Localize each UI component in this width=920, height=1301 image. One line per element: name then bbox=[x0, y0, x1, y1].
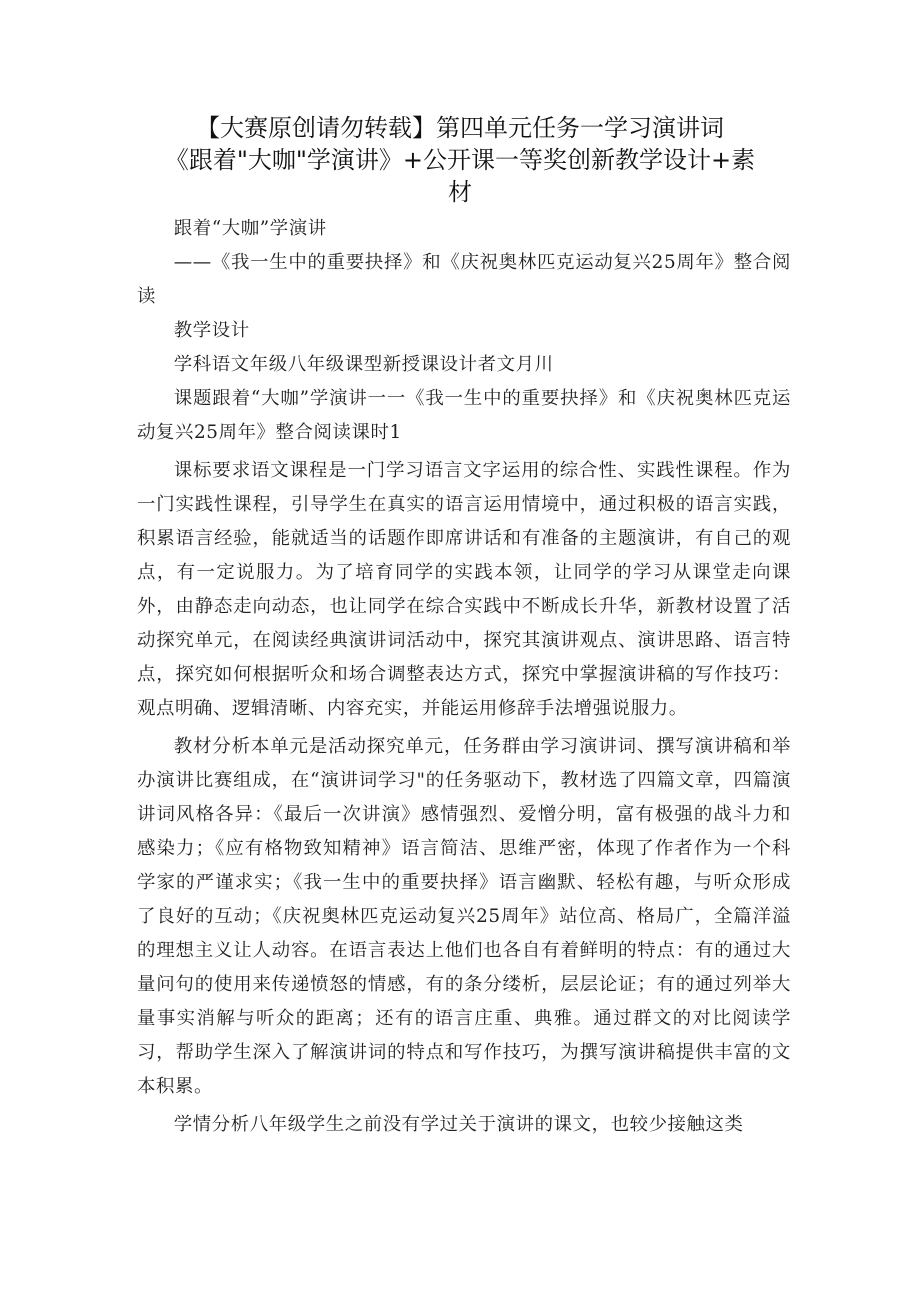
document-body bbox=[137, 212, 791, 1142]
curriculum-requirement-paragraph: 课标要求语文课程是一门学习语言文字运用的综合性、实践性课程。作为一门实践性课程，引导学生在真实的语言运用情境中，通过积极的语言实践，积累语言经验，能就适当的话题作即席讲话和有准备的主题演讲，有自己的观点，有一定说服力。为了培育同学的实践本领，让同学的学习从课堂走向课外，由静态走向动态，也让同学在综合实践中不断成长升华，新教材设置了活动探究单元，在阅读经典演讲词活动中，探究其演讲观点、演讲思路、语言特点，探究如何根据听众和场合调整表达方式，探究中掌握演讲稿的写作技巧：观点明确、逻辑清晰、内容充实，并能运用修辞手法增强说服力。 bbox=[137, 460, 791, 719]
student-analysis-paragraph: 学情分析八年级学生之前没有学过关于演讲的课文，也较少接触这类 bbox=[173, 1114, 744, 1135]
title-line-3: 材 bbox=[448, 178, 472, 206]
document-title bbox=[140, 112, 780, 208]
title-line-1: 【大赛原创请勿转载】第四单元任务一学习演讲词 bbox=[196, 114, 724, 142]
section-heading: 教学设计 bbox=[173, 320, 250, 341]
subtitle-paragraph: 跟着“大咖”学演讲 bbox=[173, 218, 327, 239]
reading-paragraph: ——《我一生中的重要抉择》和《庆祝奥林匹克运动复兴25周年》整合阅读 bbox=[137, 252, 791, 307]
lesson-topic-paragraph: 课题跟着“大咖”学演讲一一《我一生中的重要抉择》和《庆祝奥林匹克运动复兴25周年》整合阅读课时1 bbox=[137, 388, 791, 443]
title-line-2: 《跟着"大咖"学演讲》+公开课一等奖创新教学设计+素 bbox=[164, 146, 756, 174]
subject-info-paragraph: 学科语文年级八年级课型新授课设计者文月川 bbox=[173, 354, 554, 375]
textbook-analysis-paragraph: 教材分析本单元是活动探究单元，任务群由学习演讲词、撰写演讲稿和举办演讲比赛组成，在“演讲词学习"的任务驱动下，教材选了四篇文章，四篇演讲词风格各异：《最后一次讲演》感情强烈、爱憎分明，富有极强的战斗力和感染力；《应有格物致知精神》语言简洁、思维严密，体现了作者作为一个科学家的严谨求实；《我一生中的重要抉择》语言幽默、轻松有趣，与听众形成了良好的互动；《庆祝奥林匹克运动复兴25周年》站位高、格局广，全篇洋溢的理想主义让人动容。在语言表达上他们也各自有着鲜明的特点：有的通过大量问句的使用来传递愤怒的情感，有的条分缕析，层层论证；有的通过列举大量事实消解与听众的距离；还有的语言庄重、典雅。通过群文的对比阅读学习，帮助学生深入了解演讲词的特点和写作技巧，为撰写演讲稿提供丰富的文本积累。 bbox=[137, 736, 791, 1097]
